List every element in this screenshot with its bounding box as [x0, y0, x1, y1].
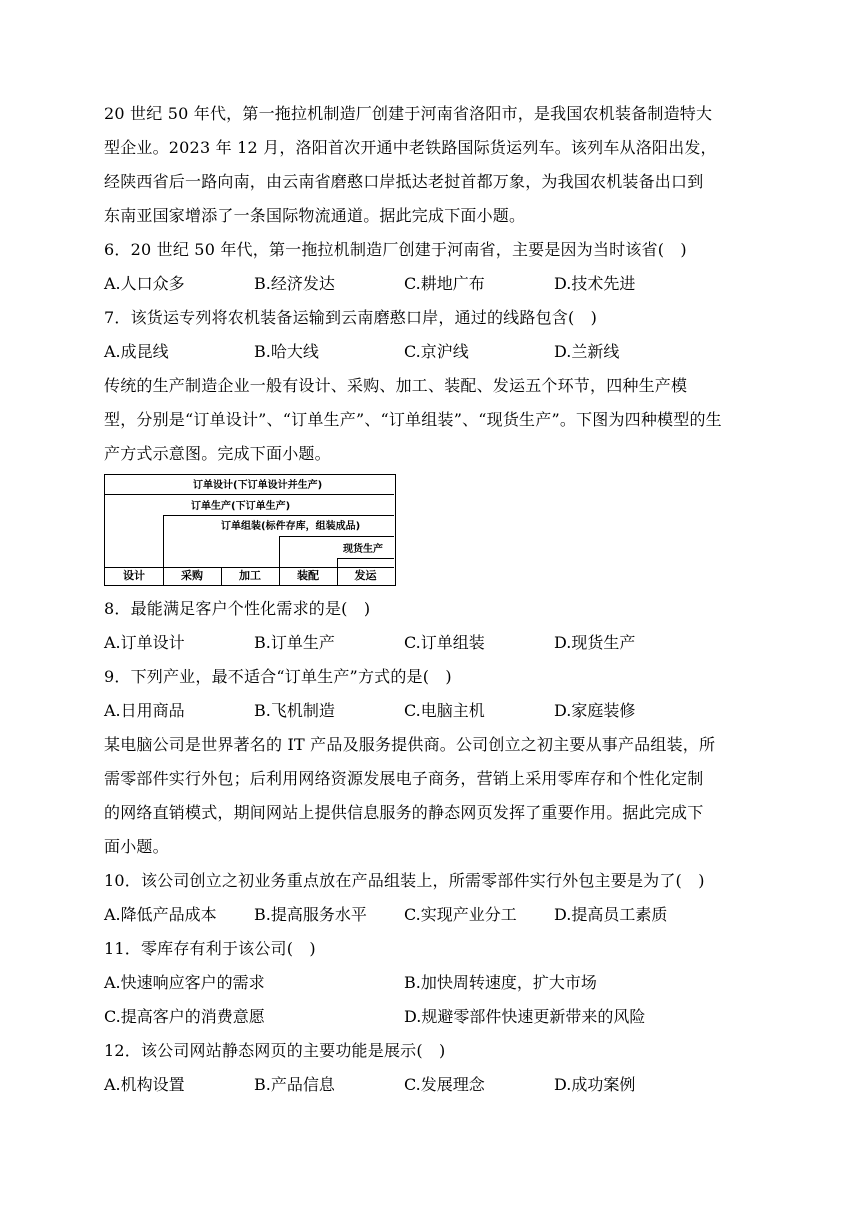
question-11-stem: 11．零库存有利于该公司( ) — [104, 939, 316, 958]
context3-line: 面小题。 — [104, 837, 169, 856]
question-9-stem: 9．下列产业，最不适合“订单生产”方式的是( ) — [104, 667, 452, 686]
q12-option-a: A.机构设置 — [104, 1075, 185, 1094]
q11-option-d: D.规避零部件快速更新带来的风险 — [404, 1007, 646, 1026]
q11-option-b: B.加快周转速度，扩大市场 — [404, 973, 597, 992]
q10-option-c: C.实现产业分工 — [404, 905, 517, 924]
question-6-stem: 6．20 世纪 50 年代，第一拖拉机制造厂创建于河南省，主要是因为当时该省( ) — [104, 240, 687, 259]
q10-option-b: B.提高服务水平 — [254, 905, 367, 924]
context2-line: 型，分别是“订单设计”、“订单生产”、“订单组装”、“现货生产”。下图为四种模型的生 — [104, 410, 722, 429]
question-8-stem: 8．最能满足客户个性化需求的是( ) — [104, 599, 371, 618]
stage-processing: 加工 — [239, 569, 261, 582]
stage-row-line — [105, 567, 394, 568]
context1-line: 东南亚国家增添了一条国际物流通道。据此完成下面小题。 — [104, 206, 526, 225]
q8-option-a: A.订单设计 — [104, 633, 185, 652]
q10-option-a: A.降低产品成本 — [104, 905, 217, 924]
q6-option-d: D.技术先进 — [554, 274, 636, 293]
stage-assembly: 装配 — [297, 569, 319, 582]
q8-option-b: B.订单生产 — [254, 633, 335, 652]
question-7-stem: 7．该货运专列将农机装备运输到云南磨憨口岸，通过的线路包含( ) — [104, 308, 598, 327]
question-10-stem: 10．该公司创立之初业务重点放在产品组装上，所需零部件实行外包主要是为了( ) — [104, 871, 705, 890]
production-mode-diagram — [104, 474, 396, 586]
q8-option-d: D.现货生产 — [554, 633, 636, 652]
q7-option-c: C.京沪线 — [404, 342, 469, 361]
context1-line: 经陕西省后一路向南，由云南省磨憨口岸抵达老挝首都万象，为我国农机装备出口到 — [104, 172, 704, 191]
context3-line: 某电脑公司是世界著名的 IT 产品及服务提供商。公司创立之初主要从事产品组装，所 — [104, 735, 716, 754]
q12-option-c: C.发展理念 — [404, 1075, 485, 1094]
q9-option-a: A.日用商品 — [104, 701, 185, 720]
band-stock-production-label: 现货生产 — [343, 544, 383, 555]
q7-option-d: D.兰新线 — [554, 342, 620, 361]
q10-option-d: D.提高员工素质 — [554, 905, 668, 924]
context3-line: 需零部件实行外包；后利用网络资源发展电子商务，营销上采用零库存和个性化定制 — [104, 769, 704, 788]
q6-option-a: A.人口众多 — [104, 274, 185, 293]
band-order-design-line — [105, 494, 394, 495]
q9-option-d: D.家庭装修 — [554, 701, 636, 720]
q9-option-c: C.电脑主机 — [404, 701, 485, 720]
stage-shipping: 发运 — [354, 569, 377, 582]
stage-design: 设计 — [123, 569, 145, 582]
context2-line: 传统的生产制造企业一般有设计、采购、加工、装配、发运五个环节，四种生产模 — [104, 376, 688, 395]
band-order-production-line — [163, 515, 394, 516]
band-order-assembly-label: 订单组装(标件存库，组装成品) — [221, 521, 361, 532]
q7-option-a: A.成昆线 — [104, 342, 169, 361]
q7-option-b: B.哈大线 — [254, 342, 319, 361]
band-order-design-label: 订单设计(下订单设计并生产) — [193, 480, 323, 491]
q6-option-c: C.耕地广布 — [404, 274, 485, 293]
q11-option-a: A.快速响应客户的需求 — [104, 973, 265, 992]
q12-option-d: D.成功案例 — [554, 1075, 636, 1094]
band-stock-production-line — [337, 558, 394, 559]
q8-option-c: C.订单组装 — [404, 633, 485, 652]
band-order-production-label: 订单生产(下订单生产) — [191, 501, 291, 512]
q9-option-b: B.飞机制造 — [254, 701, 335, 720]
band-order-assembly-line — [279, 536, 394, 537]
context2-line: 产方式示意图。完成下面小题。 — [104, 444, 331, 463]
q12-option-b: B.产品信息 — [254, 1075, 335, 1094]
context1-line: 型企业。2023 年 12 月，洛阳首次开通中老铁路国际货运列车。该列车从洛阳出发， — [104, 138, 717, 157]
q6-option-b: B.经济发达 — [254, 274, 335, 293]
stage-purchase: 采购 — [181, 569, 203, 582]
question-12-stem: 12．该公司网站静态网页的主要功能是展示( ) — [104, 1041, 446, 1060]
context1-line: 20 世纪 50 年代，第一拖拉机制造厂创建于河南省洛阳市，是我国农机装备制造特大 — [104, 104, 713, 123]
context3-line: 的网络直销模式，期间网站上提供信息服务的静态网页发挥了重要作用。据此完成下 — [104, 803, 704, 822]
q11-option-c: C.提高客户的消费意愿 — [104, 1007, 265, 1026]
